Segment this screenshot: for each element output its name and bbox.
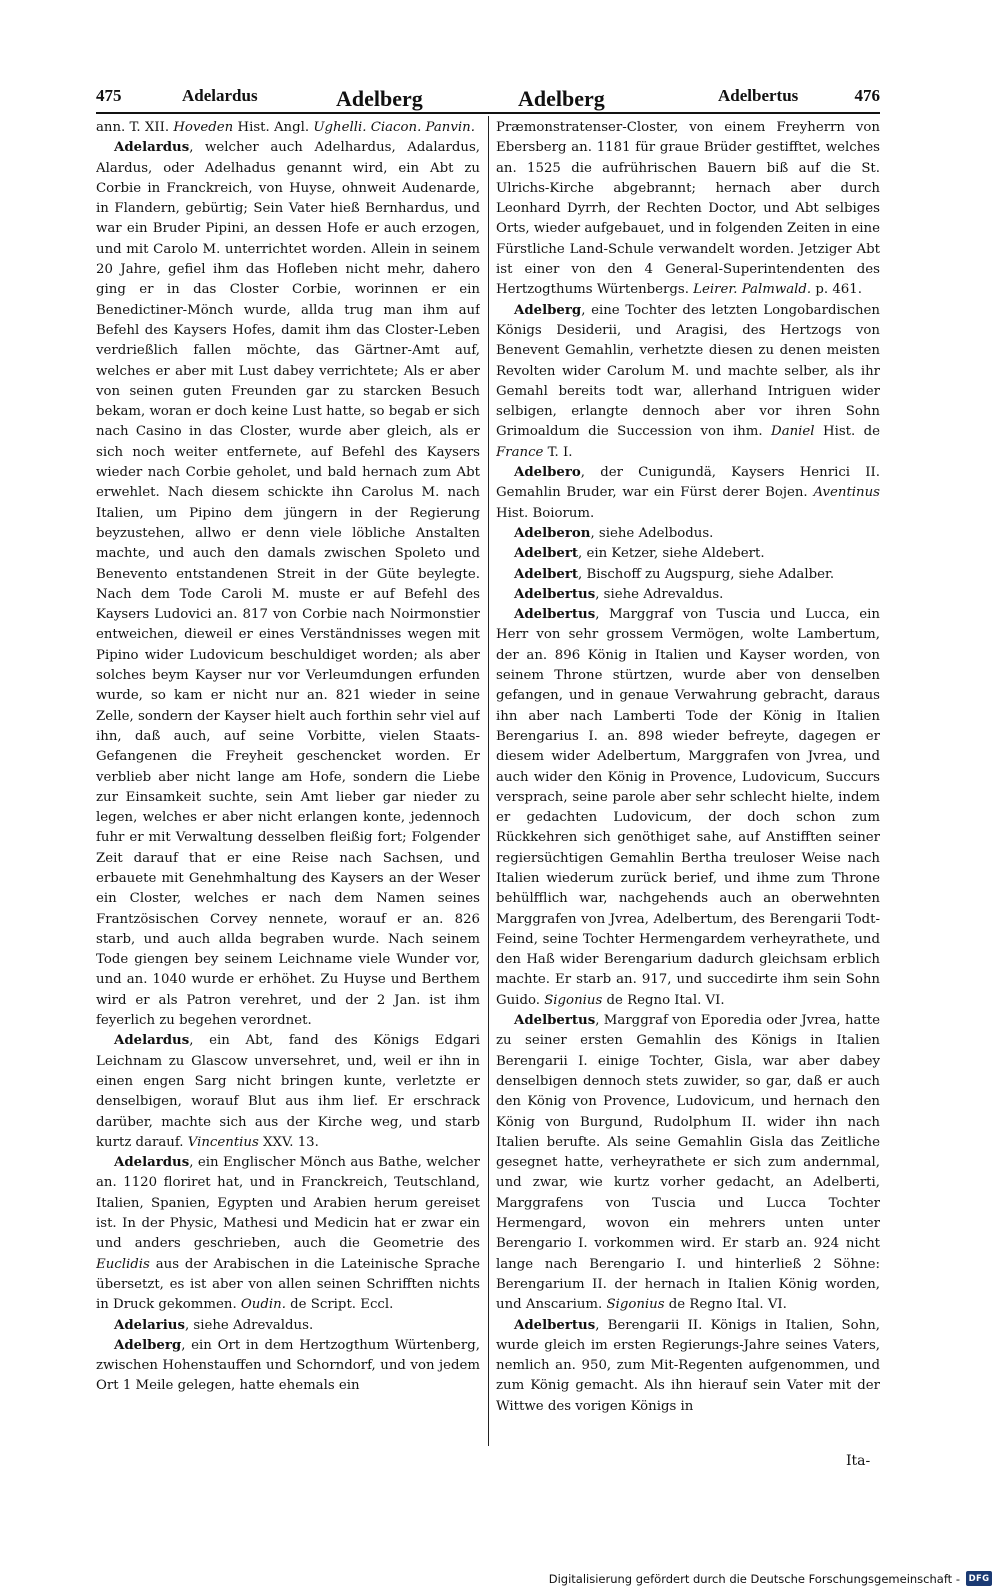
entry-text: Hist. Boiorum. bbox=[496, 505, 595, 521]
entry-headword: Adelarius bbox=[114, 1317, 185, 1333]
entry-text: de Script. Eccl. bbox=[285, 1297, 394, 1313]
entry-text: , Bischoff zu Augspurg, siehe Adalber. bbox=[578, 566, 835, 582]
lexicon-entry bbox=[96, 1031, 480, 1153]
entry-text: , siehe Adrevaldus. bbox=[595, 586, 724, 602]
source-reference: Leirer. Palmwald. bbox=[693, 282, 812, 298]
entry-headword: Adelbert bbox=[514, 546, 579, 562]
header-rule bbox=[96, 112, 880, 114]
entry-headword: Adelardus bbox=[114, 1033, 190, 1049]
entry-text: XXV. 13. bbox=[258, 1134, 319, 1150]
entry-headword: Adelardus bbox=[114, 1155, 190, 1171]
column-divider bbox=[488, 116, 489, 1446]
catchword: Ita- bbox=[846, 1453, 871, 1469]
entry-text: ann. T. XII. bbox=[96, 120, 174, 135]
entry-text: , Berengarii II. Königs in Italien, Sohn, wurde gleich im ersten Regierungs-Jahre seines Vaters, nemlich an. 950, zum Mit-Regenten aufgenommen, und zum König gemacht. Als ihn hierauf sein Vater mit der Wittwe des vorigen Königs in bbox=[496, 1317, 880, 1414]
page-number-left: 475 bbox=[96, 86, 122, 105]
continued-text bbox=[496, 118, 880, 301]
entry-headword: Adelberon bbox=[514, 525, 591, 541]
entry-headword: Adelberg bbox=[114, 1337, 182, 1353]
lexicon-entry bbox=[496, 544, 880, 564]
lexicon-entry bbox=[496, 524, 880, 544]
entry-headword: Adelbert bbox=[514, 566, 579, 582]
source-reference: Euclidis bbox=[96, 1256, 150, 1272]
header-title-right: Adelberg bbox=[518, 86, 605, 111]
entry-text: T. I. bbox=[543, 444, 573, 460]
page-number-right: 476 bbox=[854, 86, 880, 105]
entry-text: , der Cunigundä, Kaysers Henrici II. Gemahlin Bruder, war ein Fürst derer Bojen. bbox=[496, 465, 880, 501]
lexicon-entry bbox=[496, 301, 880, 463]
footer-bar bbox=[0, 1568, 1000, 1589]
source-reference: Ughelli. Ciacon. Panvin. bbox=[313, 120, 475, 135]
source-reference: Vincentius bbox=[187, 1134, 259, 1150]
entry-headword: Adelbertus bbox=[514, 1317, 596, 1333]
entry-text: , Marggraf von Eporedia oder Jvrea, hatte zu seiner ersten Gemahlin des Königs in Italien Berengarii I. einige Tochter, Gisla, war aber dabey denselbigen dennoch stets zuwider, so gar, daß er auch den König von Provence, Ludovicum, und hernach den König von Burgund, Rudolphum II. wider ihn nach Italien berufte. Als seine Gemahlin Gisla das Zeitliche gesegnet hatte, verheyrathete er sich zum andernmal, und zwar, wie kurtz vorher gedacht, an Adelberti, Marggrafens von Tuscia und Lucca Tochter Hermengard, wovon ein mehrers unten unter Berengario I. vorkommen wird. Er starb an. 924 nicht lange nach Berengario I. und hinterließ 2 Söhne: Berengarium II. der hernach in Italien König worden, und Anscarium. bbox=[496, 1013, 880, 1313]
source-reference: Aventinus bbox=[813, 485, 880, 501]
header-title-left: Adelberg bbox=[336, 86, 423, 111]
right-column bbox=[496, 118, 880, 1453]
continued-text bbox=[96, 118, 480, 138]
entry-text: Præmonstratenser-Closter, von einem Freyherrn von Ebersberg an. 1181 für graue Brüder gestifftet, welches an. 1525 die aufrührischen Bauern biß auf die St. Ulrichs-Kirche abgebrannt; hernach aber durch Leonhard Dyrrh, der Rechten Doctor, und Abt selbiges Orts, wieder aufgebauet, und in folgenden Zeiten in eine Fürstliche Land-Schule verwandelt worden. Jetziger Abt ist einer von den 4 General-Superintendenten des Hertzogthums Würtenbergs. bbox=[496, 120, 880, 298]
left-column bbox=[96, 118, 480, 1453]
entry-text: , ein Englischer Mönch aus Bathe, welcher an. 1120 floriret hat, und in Franckreich, Teutschland, Italien, Spanien, Egypten und Arabien herum gereiset ist. In der Physic, Mathesi und Medicin hat er zwar ein und anders geschrieben, auch die Geometrie des bbox=[96, 1155, 480, 1252]
entry-text: p. 461. bbox=[811, 282, 862, 298]
footer-credit: Digitalisierung gefördert durch die Deutsche Forschungsgemeinschaft - bbox=[548, 1571, 960, 1586]
source-reference: France bbox=[496, 444, 544, 460]
dfg-logo-icon: DFG bbox=[966, 1571, 992, 1586]
lexicon-entry bbox=[96, 138, 480, 1031]
header-catchword-left: Adelardus bbox=[182, 86, 258, 105]
lexicon-entry bbox=[496, 565, 880, 585]
source-reference: Daniel bbox=[771, 424, 815, 440]
running-header bbox=[96, 84, 880, 112]
lexicon-entry bbox=[496, 1011, 880, 1315]
entry-text: , siehe Adelbodus. bbox=[590, 525, 714, 541]
entry-text: , ein Ketzer, siehe Aldebert. bbox=[578, 546, 765, 562]
entry-text: Hist. Angl. bbox=[233, 120, 314, 135]
entry-text: , ein Ort in dem Hertzogthum Würtenberg, zwischen Hohenstauffen und Schorndorf, und von jedem Ort 1 Meile gelegen, hatte ehemals ein bbox=[96, 1337, 480, 1394]
entry-headword: Adelbero bbox=[514, 465, 581, 481]
entry-text: de Regno Ital. VI. bbox=[664, 1297, 787, 1313]
entry-text: aus der Arabischen in die Lateinische Sprache übersetzt, es ist aber von allen seinen Schrifften nichts in Druck gekommen. bbox=[96, 1256, 480, 1313]
entry-headword: Adelberg bbox=[514, 302, 582, 318]
entry-headword: Adelbertus bbox=[514, 1013, 596, 1029]
lexicon-entry bbox=[96, 1316, 480, 1336]
entry-headword: Adelbertus bbox=[514, 586, 596, 602]
entry-text: , eine Tochter des letzten Longobardischen Königs Desiderii, und Aragisi, des Hertzogs von Benevent Gemahlin, verhetzte diesen zu denen meisten Revolten wider Carolum M. und machte selber, als ihr Gemahl bereits todt war, allerhand Intriguen wider selbigen, erlangte dennoch aber vor ihren Sohn Grimoaldum die Succession von ihm. bbox=[496, 302, 880, 440]
entry-headword: Adelbertus bbox=[514, 607, 596, 623]
source-reference: Hoveden bbox=[173, 120, 234, 135]
entry-text: , Marggraf von Tuscia und Lucca, ein Herr von sehr grossem Vermögen, wolte Lambertum, der an. 896 König in Italien und Kayser worden, von seinem Throne stürtzen, wurde aber von denselben gefangen, und in genaue Verwahrung gebracht, daraus ihn aber nach Lamberti Tode der König in Italien Berengarius I. an. 898 wieder befreyte, dagegen er diesem wider Adelbertum, Marggrafen von Jvrea, und auch wider den König in Provence, Ludovicum, Succurs versprach, seine parole aber sehr schlecht hielte, indem er gedachten Ludovicum, der doch schon zum Rückkehren sich genöthiget sahe, auf Anstifften seiner regiersüchtigen Gemahlin Bertha treuloser Weise nach Italien wiederum zurück berief, und ihme zum Throne behülfflich war, nachgehends auch an oberwehnten Marggrafen von Jvrea, Adelbertum, des Berengarii Todt-Feind, seine Tochter Hermengardem verheyrathete, und den Haß wider Berengarium dadurch gleichsam erblich machte. Er starb an. 917, und succedirte ihm sein Sohn Guido. bbox=[496, 607, 880, 1008]
source-reference: Oudin. bbox=[240, 1297, 286, 1313]
entry-headword: Adelardus bbox=[114, 140, 190, 156]
lexicon-entry bbox=[496, 463, 880, 524]
entry-text: , siehe Adrevaldus. bbox=[184, 1317, 314, 1333]
header-catchword-right: Adelbertus bbox=[718, 86, 799, 105]
lexicon-entry bbox=[496, 585, 880, 605]
lexicon-entry bbox=[496, 1316, 880, 1417]
entry-text: , welcher auch Adelhardus, Adalardus, Alardus, oder Adelhadus genannt wird, ein Abt zu Corbie in Franckreich, von Huyse, ohnweit Audenarde, in Flandern, gebürtig; Sein Vater hieß Bernhardus, und war ein Bruder Pipini, an dessen Hofe er auch erzogen, und mit Carolo M. unterrichtet worden. Allein in seinem 20 Jahre, gefiel ihm das Hofleben nicht mehr, dahero ging er in das Closter Corbie, worinnen er ein Benedictiner-Mönch wurde, allda trug man ihm auf Befehl des Kaysers Hofes, damit ihm das Closter-Leben verdrießlich fallen möchte, das Gärtner-Amt auf, welches er aber mit Lust dabey verrichtete; Als er aber von seinen guten Freunden gar zu starcken Besuch bekam, woran er doch keine Lust hatte, so begab er sich nach Casino in das Closter, wurde aber gleich, als er sich noch weiter entfernete, auf Befehl des Kaysers wieder nach Corbie geholet, und bald hernach zum Abt erwehlet. Nach diesem schickte ihn Carolus M. nach Italien, um Pipino dem jüngern in der Regierung beyzustehen, allwo er denn viele löbliche Anstalten machte, und auch den damals zwischen Spoleto und Benevento entstandenen Streit in der Güte beylegte. Nach dem Tode Caroli M. muste er auf Befehl des Kaysers Ludovici an. 817 von Corbie nach Noirmonstier entweichen, dieweil er eines Verständnisses wegen mit Pipino wider Ludovicum beschuldiget worden; als aber solches beym Kayser nur vor Verleumdungen erfunden wurde, so kam er nicht nur an. 821 wieder in seine Zelle, sondern der Kayser hielt auch forthin sehr viel auf ihn, daß auch, auf seine Vorbitte, vielen Staats-Gefangenen die Freyheit geschencket worden. Er verblieb aber nicht lange am Hofe, sondern die Liebe zur Einsamkeit suchte, sein Amt lieber gar nieder zu legen, welches er aber nicht erlangen konte, jedennoch fuhr er mit Verwaltung desselben fleißig fort; Folgender Zeit darauf that er eine Reise nach Sachsen, und erbauete mit Genehmhaltung des Kaysers an der Weser ein Closter, welches er nach dem Namen seines Frantzösischen Corvey nennete, worauf er an. 826 starb, und auch allda begraben wurde. Nach seinem Tode giengen bey seinem Leichname viele Wunder vor, und an. 1040 wurde er erhöhet. Zu Huyse und Berthem wird er als Patron verehret, und der 2 Jan. ist ihm feyerlich zu begehen verordnet. bbox=[96, 140, 480, 1029]
lexicon-entry bbox=[496, 605, 880, 1011]
entry-text: , ein Abt, fand des Königs Edgari Leichnam zu Glascow unversehret, und, weil er ihn in einen engen Sarg nicht bringen kunte, verletzte er denselbigen, worauf Blut aus ihm lief. Er erschrack darüber, machte sich aus der Kirche weg, und starb kurtz darauf. bbox=[96, 1033, 480, 1150]
lexicon-entry bbox=[96, 1336, 480, 1397]
lexicon-entry bbox=[96, 1153, 480, 1315]
entry-text: de Regno Ital. VI. bbox=[602, 992, 725, 1008]
source-reference: Sigonius bbox=[606, 1297, 665, 1313]
source-reference: Sigonius bbox=[544, 992, 603, 1008]
entry-text: Hist. de bbox=[814, 424, 880, 440]
